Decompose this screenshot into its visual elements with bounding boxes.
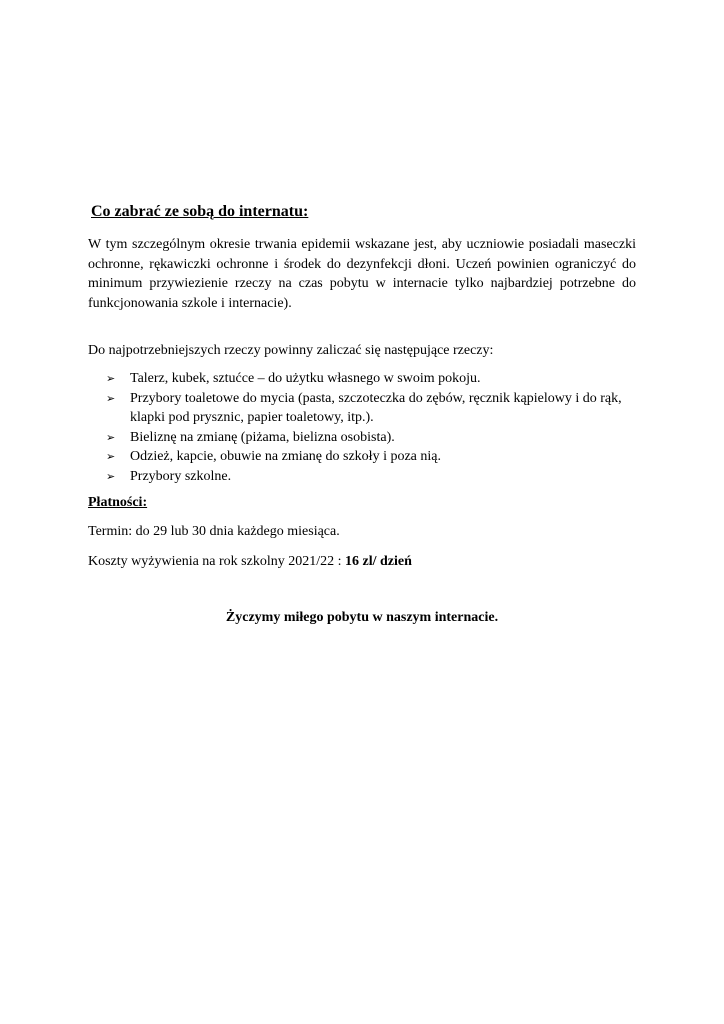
arrowhead-bullet-icon: ➢ bbox=[106, 450, 116, 463]
list-item-text: Odzież, kapcie, obuwie na zmianę do szkoły i poza nią. bbox=[130, 449, 441, 464]
meal-cost-value: 16 zl/ dzień bbox=[345, 554, 412, 569]
arrowhead-bullet-icon: ➢ bbox=[106, 469, 116, 483]
arrowhead-bullet-icon: ➢ bbox=[106, 372, 116, 385]
list-item bbox=[106, 428, 636, 448]
list-item bbox=[106, 389, 636, 428]
list-item-text: Bieliznę na zmianę (piżama, bielizna osobista). bbox=[130, 429, 395, 445]
payment-term: Termin: do 29 lub 30 dnia każdego miesiąca. bbox=[88, 524, 340, 539]
list-item bbox=[106, 467, 636, 487]
intro-paragraph: W tym szczególnym okresie trwania epidemii wskazane jest, aby uczniowie posiadali maseczki ochronne, rękawiczki ochronne i środek do dezynfekcji dłoni. Uczeń powinien ograniczyć do minimum przywiezienie rzeczy na czas pobytu w internacie tylko najbardziej potrzebne do funkcjonowania szkole i internacie). bbox=[88, 237, 636, 311]
payments-heading: Płatności: bbox=[88, 495, 148, 510]
list-item-text: Przybory szkolne. bbox=[130, 468, 232, 484]
page-title: Co zabrać ze sobą do internatu: bbox=[91, 203, 309, 220]
list-item-text: Przybory toaletowe do mycia (pasta, szczoteczka do zębów, ręcznik kąpielowy i do rąk, klapki pod prysznic, papier toaletowy, itp.). bbox=[130, 390, 622, 425]
list-lead-paragraph: Do najpotrzebniejszych rzeczy powinny zaliczać się następujące rzeczy: bbox=[88, 343, 494, 358]
arrowhead-bullet-icon: ➢ bbox=[106, 430, 116, 444]
list-item bbox=[106, 369, 636, 389]
meal-cost-line bbox=[88, 552, 412, 572]
arrowhead-bullet-icon: ➢ bbox=[106, 391, 116, 405]
list-item-text: Talerz, kubek, sztućce – do użytku własnego w swoim pokoju. bbox=[130, 371, 481, 386]
meal-cost-label: Koszty wyżywienia na rok szkolny 2021/22 : bbox=[88, 554, 346, 569]
items-list bbox=[106, 369, 636, 486]
closing-message: Życzymy miłego pobytu w naszym internacie. bbox=[225, 610, 499, 625]
list-item bbox=[106, 447, 636, 467]
